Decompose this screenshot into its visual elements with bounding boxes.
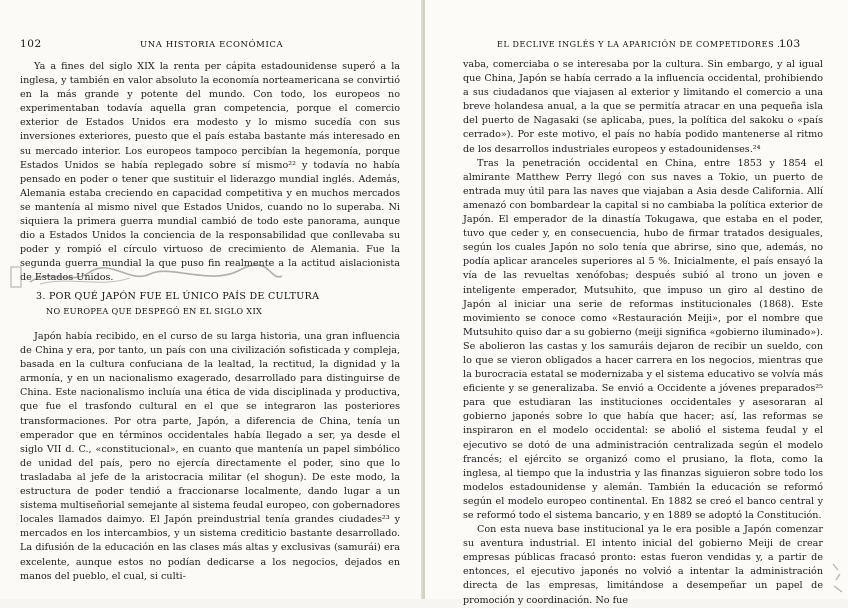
section-heading xyxy=(36,290,396,318)
text-block-upper xyxy=(20,60,400,286)
page-number-left: 102 xyxy=(20,38,42,50)
paragraph: Con esta nueva base institucional ya le era posible a Japón comenzar su aventura industrial. El intento inicial del gobierno Meiji de crear empresas públicas fracasó pronto: estas fueron vendidas y, a partir de entonces, el ejecutivo japonés no volvió a intentar la administración directa de las empresas, limitándose a desempeñar un papel de promoción y coordinación. No fue xyxy=(463,524,823,606)
section-heading-line1: 3. POR QUÉ JAPÓN FUE EL ÚNICO PAÍS DE CULTURA xyxy=(36,291,320,302)
left-page xyxy=(0,0,423,599)
text-block-lower xyxy=(20,330,400,584)
library-stamp-icon xyxy=(10,264,285,290)
paragraph: Tras la penetración occidental en China, entre 1853 y 1854 el almirante Matthew Perry llegó con sus naves a Tokio, un puerto de entrada muy útil para las naves que viajaban a Asia desde California. Allí amenazó con bombardear la capital si no cambiaba la política exterior de Japón. El emperador de la dinastía Tokugawa, que estaba en el poder, tuvo que ceder y, en consecuencia, hubo de firmar tratados desiguales, según los cuales Japón no solo tenía que abrirse, sino que, además, no podía aplicar aranceles superiores al 5 %. Inicialmente, el país ensayó la vía de las revueltas xenófobas; después subió al trono un joven e inteligente emperador, Mutsuhito, que impuso un giro al destino de Japón al iniciar una serie de reformas institucionales (1868). Este movimiento se conoce como «Restauración Meiji», por el nombre que Mutsuhito quiso dar a su gobierno (meiji significa «gobierno iluminado»). Se abolieron las castas y los samuráis dejaron de recibir un sueldo, con lo que se vieron obligados a hacer carrera en los negocios, mientras que la burocracia estatal se modernizaba y el sistema educativo se volvía más eficiente y se generalizaba. Se envió a Occidente a jóvenes preparados²⁵ para que estudiaran las instituciones occidentales y asesoraran al gobierno japonés sobre lo que había que hacer; así, las reformas se inspiraron en el modelo occidental: se abolió el sistema feudal y el ejecutivo se dotó de una administración centralizada según el modelo francés; el ejército se organizó como el prusiano, la flota, como la inglesa, al tiempo que la industria y las finanzas siguieron sobre todo los modelos estadounidense y alemán. También la educación se reformó según el modelo europeo continental. En 1882 se creó el banco central y se reformó todo el sistema bancario, y en 1889 se adoptó la Constitución. xyxy=(463,157,823,521)
running-head-right: EL DECLIVE INGLÉS Y LA APARICIÓN DE COMPETIDORES ... xyxy=(497,40,787,49)
section-heading-line2: NO EUROPEA QUE DESPEGÓ EN EL SIGLO XIX xyxy=(46,306,263,316)
page-number-right: 103 xyxy=(779,38,801,50)
paragraph: Ya a fines del siglo XIX la renta per cápita estadounidense superó a la inglesa, y también en valor absoluto la economía norteamericana se convirtió en la más grande y potente del mundo. Con todo, los europeos no experimentaban todavía aquella gran competencia, porque el comercio exterior de Estados Unidos era modesto y lo mismo sucedía con sus inversiones exteriores, puesto que el país estaba bastante más interesado en su mercado interior. Los europeos tampoco percibían la hegemonía, porque Estados Unidos se había replegado sobre sí mismo²² y todavía no había pensado en poder o tener que sustituir el liderazgo mundial inglés. Además, Alemania estaba creciendo en capacidad competitiva y en muchos mercados se mantenía al mismo nivel que Estados Unidos, cuando no lo superaba. Ni siquiera la primera guerra mundial cambió de todo este panorama, aunque dio a Estados Unidos la conciencia de la responsabilidad que conllevaba su poder y rompió el círculo virtuoso de crecimiento de Alemania. Fue la segunda guerra mundial la que puso fin realmente a la actitud aislacionista de Estados Unidos. xyxy=(20,61,400,284)
scan-edge-mark-icon xyxy=(830,560,846,596)
running-head-left: UNA HISTORIA ECONÓMICA xyxy=(140,40,284,50)
right-page xyxy=(425,0,848,606)
paragraph: vaba, comerciaba o se interesaba por la cultura. Sin embargo, y al igual que China, Japón se había cerrado a la influencia occidental, prohibiendo a sus ciudadanos que viajasen al exterior y limitando el comercio a una breve holandesa anual, a la que se permitía atracar en una pequeña isla del puerto de Nagasaki (se aplicaba, pues, la política del sakoku o «país cerrado»). Por este motivo, el país no había podido mantenerse al ritmo de los desarrollos industriales europeos y estadounidenses.²⁴ xyxy=(463,59,823,155)
paragraph: Japón había recibido, en el curso de su larga historia, una gran influencia de China y era, por tanto, un país con una civilización sofisticada y compleja, basada en la cultura confuciana de la lealtad, la rectitud, la dignidad y la armonía, y en un nacionalismo exagerado, desarrollado para distinguirse de China. Este nacionalismo incluía una ética de vida disciplinada y productiva, que fue el trasfondo cultural en el que se integraron las posteriores transformaciones. Por otra parte, Japón, a diferencia de China, tenía un emperador que en términos occidentales había llegado a ser, ya desde el siglo VII d. C., «constitucional», en cuanto que mantenía un papel simbólico de unidad del país, pero no ejercía directamente el poder, sino que lo trasladaba al jefe de la aristocracia militar (el shogun). De este modo, la estructura de poder tendió a fraccionarse localmente, dando lugar a un sistema multiseñorial semejante al sistema feudal europeo, con gobernadores locales llamados daimyo. El Japón preindustrial tenía grandes ciudades²³ y mercados en los intercambios, y un sistema crediticio bastante desarrollado. La difusión de la educación en las clases más altas y exclusivas (samurái) era excelente, aunque estos no podían dedicarse a los negocios, dejados en manos del pueblo, el cual, si culti- xyxy=(20,331,400,582)
text-block-right xyxy=(463,58,823,608)
